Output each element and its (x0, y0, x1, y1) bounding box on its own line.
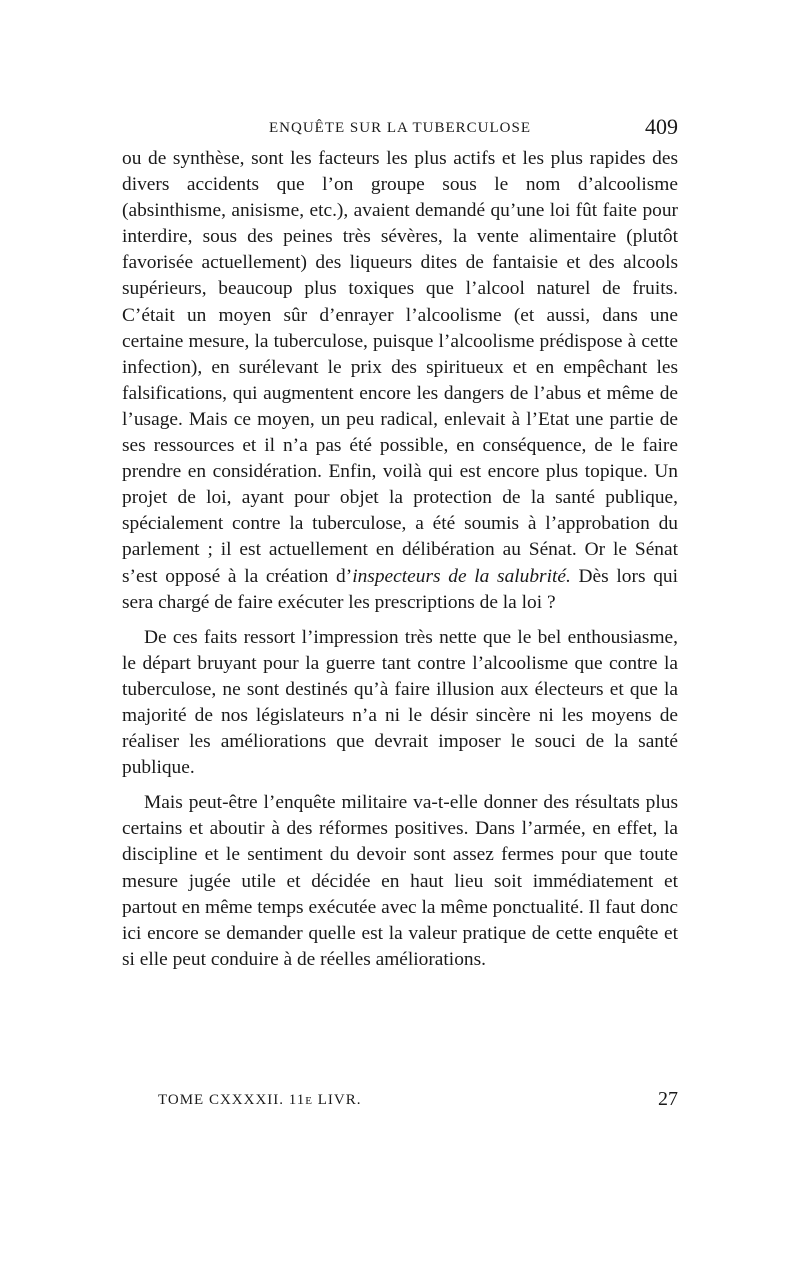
paragraph-text: ou de synthèse, sont les facteurs les plus actifs et les plus rapides des divers accidents que l’on groupe sous le nom d’alcoolisme (absinthisme, anisisme, etc.), avaient demandé qu’une loi fût faite pour interdire, sous des peines très sévères, la vente alimentaire (plutôt favorisée actuellement) des liqueurs dites de fantaisie et des alcools supérieurs, beaucoup plus toxiques que l’alcool naturel de fruits. C’était un moyen sûr d’enrayer l’alcoolisme (et aussi, dans une certaine mesure, la tuberculose, puisque l’alcoolisme prédispose à cette infection), en surélevant le prix des spiritueux et en empêchant les falsifications, qui augmentent encore les dangers de l’abus et même de l’usage. Mais ce moyen, un peu radical, enlevait à l’Etat une partie de ses ressources et il n’a pas été possible, en conséquence, de le faire prendre en considération. Enfin, voilà qui est encore plus topique. Un projet de loi, ayant pour objet la protection de la santé publique, spécialement contre la tuberculose, a été soumis à l’approbation du parlement ; il est actuellement en délibération au Sénat. Or le Sénat s’est opposé à la création d’ (122, 148, 678, 587)
sheet-number: 27 (658, 1088, 678, 1110)
signature-mark: TOME CXXXXII. 11e LIVR. (158, 1092, 362, 1108)
running-title: ENQUÊTE SUR LA TUBERCULOSE (269, 120, 531, 136)
running-head (120, 114, 680, 142)
page-number: 409 (645, 114, 678, 139)
body-text (122, 146, 678, 973)
paragraph-text: Dès lors qui sera chargé de faire exécuter les prescriptions de la loi ? (122, 565, 678, 613)
italic-phrase: inspecteurs de la salubrité. (352, 565, 571, 587)
paragraph: De ces faits ressort l’impression très nette que le bel enthousiasme, le départ bruyant pour la guerre tant contre l’alcoolisme que contre la tuberculose, ne sont destinés qu’à faire illusion aux électeurs et que la majorité de nos législateurs n’a ni le désir sincère ni les moyens de réaliser les améliorations que devrait imposer le souci de la santé publique. (122, 626, 678, 779)
paragraph: Mais peut-être l’enquête militaire va-t-elle donner des résultats plus certains et aboutir à des réformes positives. Dans l’armée, en effet, la discipline et le sentiment du devoir sont assez fermes pour que toute mesure jugée utile et décidée en haut lieu soit immédiatement et partout en même temps exécutée avec la même ponctualité. Il faut donc ici encore se demander quelle est la valeur pratique de cette enquête et si elle peut conduire à de réelles améliorations. (122, 792, 678, 970)
paragraph (122, 146, 678, 616)
page-footer (158, 1088, 680, 1116)
